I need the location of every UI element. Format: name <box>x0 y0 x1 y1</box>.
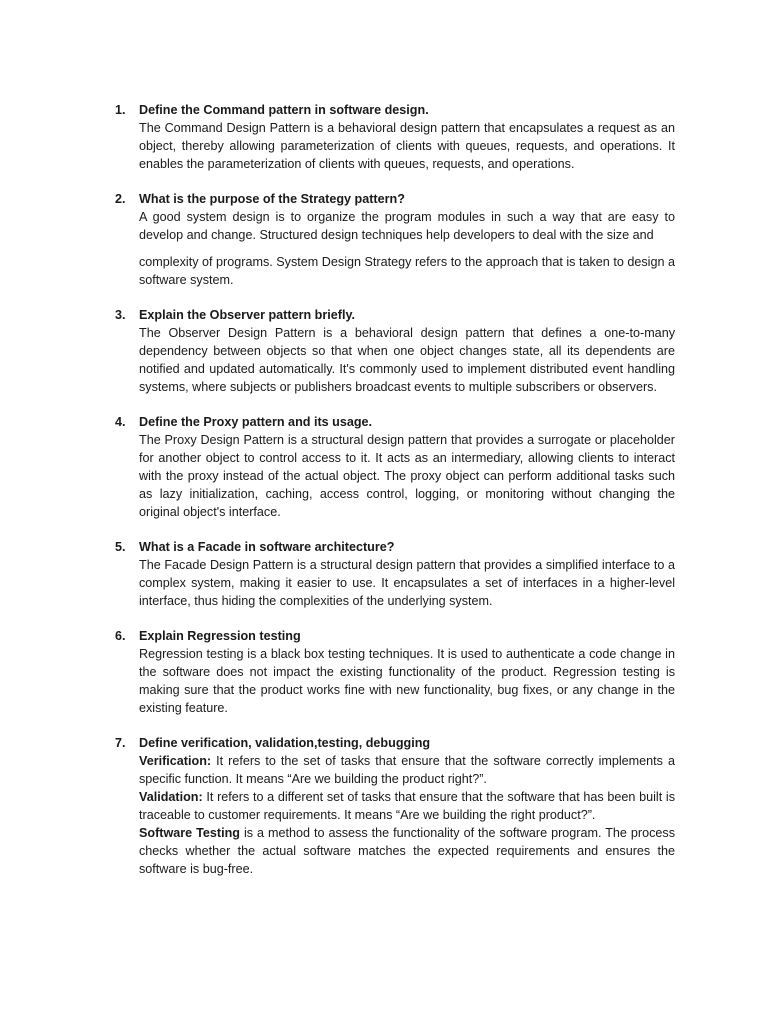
answer-text-part-2: complexity of programs. System Design Strategy refers to the approach that is taken to design a software system. <box>139 255 675 287</box>
question-item-2 <box>115 190 675 289</box>
question-title: What is the purpose of the Strategy pattern? <box>139 192 405 206</box>
answer-text-part-1: A good system design is to organize the program modules in such a way that are easy to develop and change. Structured design techniques help developers to deal with the size and <box>139 210 675 242</box>
term-software-testing <box>139 824 675 878</box>
term-label: Software Testing <box>139 826 240 840</box>
question-item-7 <box>115 734 675 878</box>
question-item-6 <box>115 627 675 717</box>
term-label: Validation: <box>139 790 203 804</box>
term-definition: It refers to a different set of tasks that ensure that the software that has been built is traceable to customer requirements. It means “Are we building the right product?”. <box>139 790 675 822</box>
question-number: 7. <box>115 736 126 750</box>
question-item-5 <box>115 538 675 610</box>
answer-text: The Observer Design Pattern is a behavioral design pattern that defines a one-to-many dependency between objects so that when one object changes state, all its dependents are notified and updated automatically. It's commonly used to implement distributed event handling systems, where subjects or publishers broadcast events to multiple subscribers or observers. <box>139 326 675 394</box>
term-definition: It refers to the set of tasks that ensure that the software correctly implements a specific function. It means “Are we building the product right?”. <box>139 754 675 786</box>
question-title: Define verification, validation,testing, debugging <box>139 736 431 750</box>
term-definition: is a method to assess the functionality of the software program. The process checks whether the actual software matches the expected requirements and ensures the software is bug-free. <box>139 826 675 876</box>
question-number: 6. <box>115 629 126 643</box>
term-verification <box>139 752 675 788</box>
question-number: 4. <box>115 415 126 429</box>
question-title: Explain Regression testing <box>139 629 301 643</box>
question-item-4 <box>115 413 675 521</box>
answer-text: The Command Design Pattern is a behavioral design pattern that encapsulates a request as an object, thereby allowing parameterization of clients with queues, requests, and operations. It enables the parameterization of clients with queues, requests, and operations. <box>139 121 675 171</box>
question-number: 5. <box>115 540 126 554</box>
question-title: Define the Command pattern in software design. <box>139 103 429 117</box>
answer-text: The Facade Design Pattern is a structural design pattern that provides a simplified interface to a complex system, making it easier to use. It encapsulates a set of interfaces in a higher-level interface, thus hiding the complexities of the underlying system. <box>139 558 675 608</box>
question-list <box>115 101 675 895</box>
question-title: Explain the Observer pattern briefly. <box>139 308 356 322</box>
answer-text: Regression testing is a black box testing techniques. It is used to authenticate a code change in the software does not impact the existing functionality of the product. Regression testing is making sure that the product works fine with new functionality, bug fixes, or any change in the existing feature. <box>139 647 675 715</box>
question-number: 1. <box>115 103 126 117</box>
question-number: 3. <box>115 308 126 322</box>
paragraph-gap <box>139 244 675 253</box>
question-item-3 <box>115 306 675 396</box>
term-validation <box>139 788 675 824</box>
question-title: What is a Facade in software architecture? <box>139 540 395 554</box>
question-item-1 <box>115 101 675 173</box>
answer-text: The Proxy Design Pattern is a structural design pattern that provides a surrogate or placeholder for another object to control access to it. It acts as an intermediary, allowing clients to interact with the proxy instead of the actual object. The proxy object can perform additional tasks such as lazy initialization, caching, access control, logging, or monitoring without changing the original object's interface. <box>139 433 675 519</box>
term-label: Verification: <box>139 754 212 768</box>
question-number: 2. <box>115 192 126 206</box>
question-title: Define the Proxy pattern and its usage. <box>139 415 373 429</box>
